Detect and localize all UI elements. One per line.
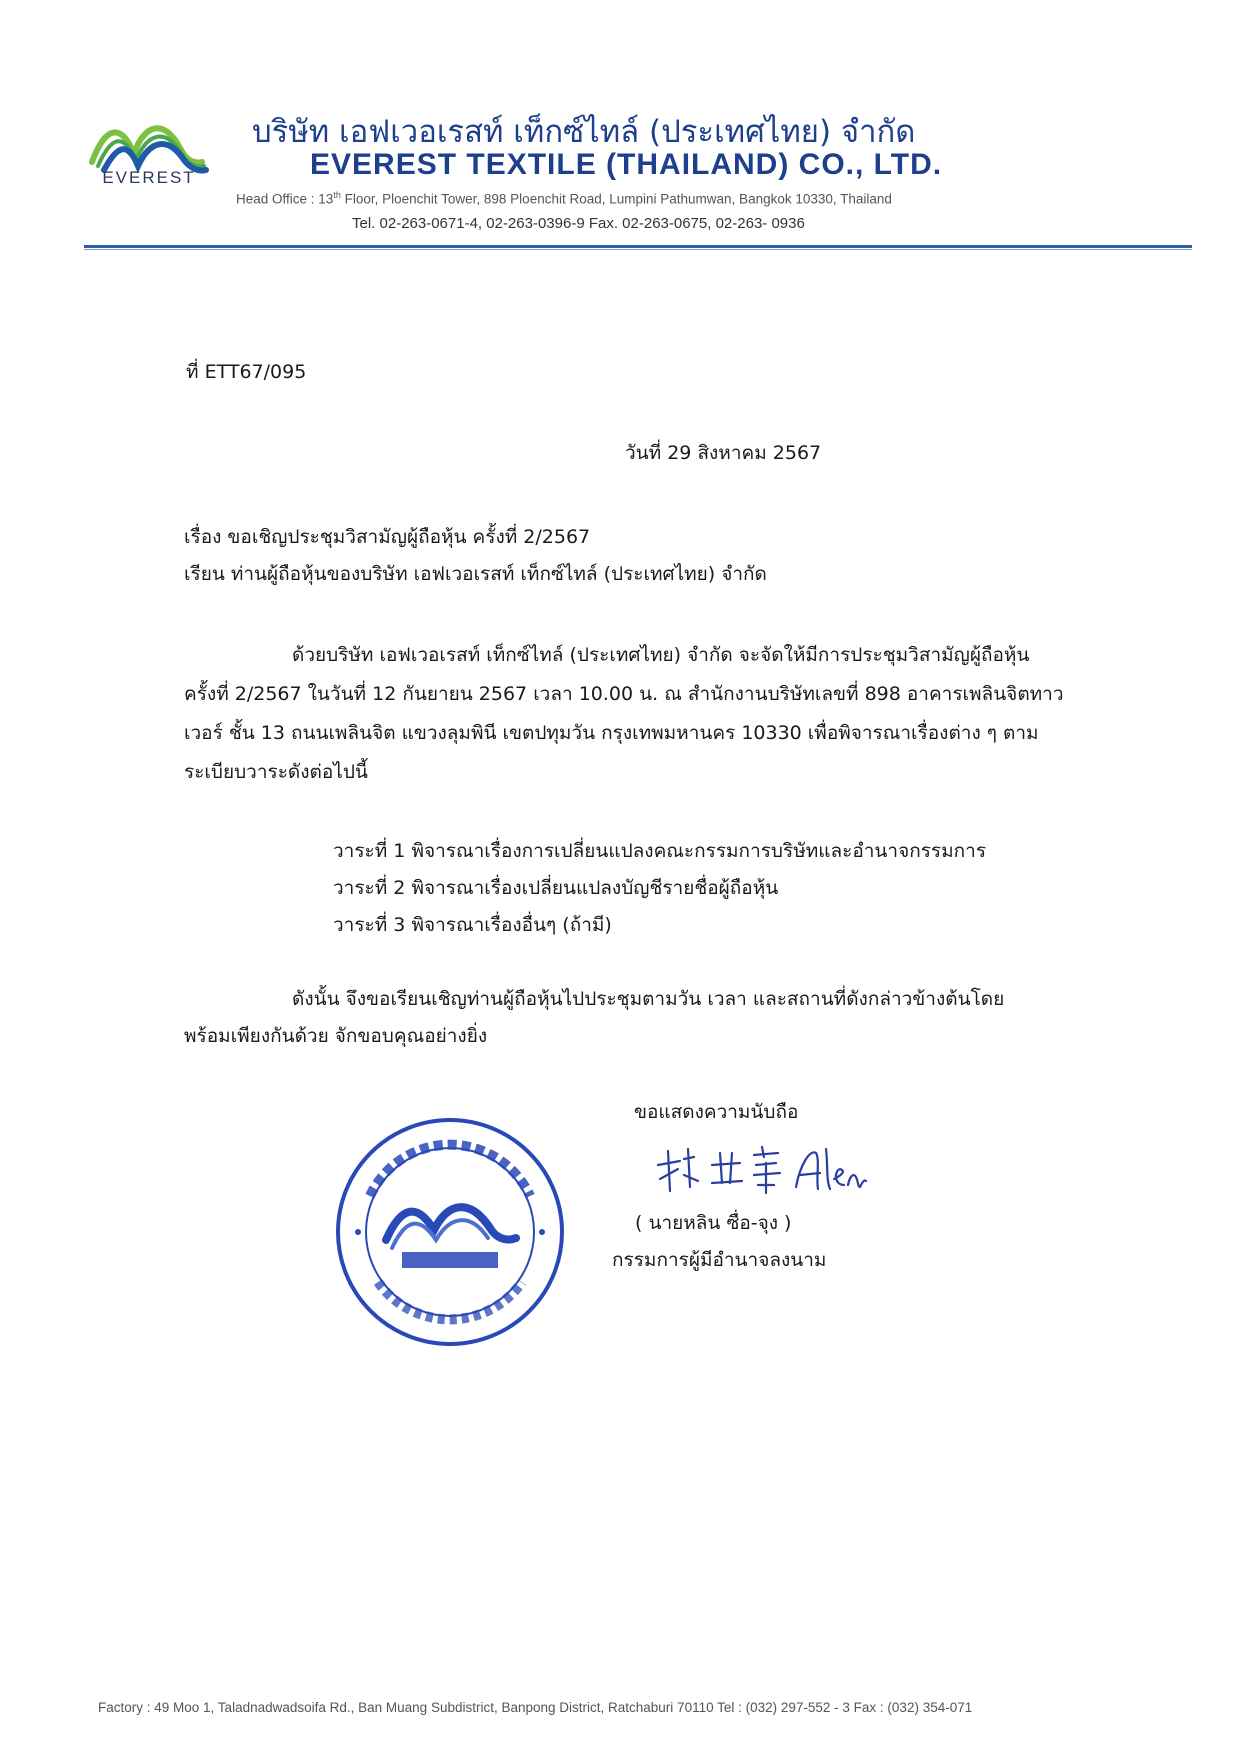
signature-icon: [650, 1135, 870, 1205]
paragraph1-line: เวอร์ ชั้น 13 ถนนเพลินจิต แขวงลุมพินี เขตปทุมวัน กรุงเทพมหานคร 10330 เพื่อพิจารณาเรื่องต่าง ๆ ตาม: [184, 722, 1039, 744]
paragraph1-line: ระเบียบวาระดังต่อไปนี้: [184, 761, 368, 783]
agenda-item-2: วาระที่ 2 พิจารณาเรื่องเปลี่ยนแปลงบัญชีรายชื่อผู้ถือหุ้น: [333, 877, 779, 899]
header-divider-thin: [84, 249, 1192, 250]
paragraph1-line: ครั้งที่ 2/2567 ในวันที่ 12 กันยายน 2567 เวลา 10.00 น. ณ สำนักงานบริษัทเลขที่ 898 อาคารเพลินจิตทาว: [184, 683, 1064, 705]
paragraph1-line: ด้วยบริษัท เอฟเวอเรสท์ เท็กซ์ไทล์ (ประเทศไทย) จำกัด จะจัดให้มีการประชุมวิสามัญผู้ถือหุ้น: [292, 644, 1030, 666]
reference-number: ที่ ETT67/095: [186, 361, 307, 383]
closing-salutation: ขอแสดงความนับถือ: [634, 1101, 799, 1123]
agenda-item-1: วาระที่ 1 พิจารณาเรื่องการเปลี่ยนแปลงคณะกรรมการบริษัทและอำนาจกรรมการ: [333, 840, 987, 862]
head-office-address: [236, 190, 892, 207]
logo-wordmark: EVEREST: [102, 168, 196, 187]
head-office-prefix: Head Office : 13: [236, 191, 334, 207]
agenda-item-3: วาระที่ 3 พิจารณาเรื่องอื่นๆ (ถ้ามี): [333, 914, 612, 936]
paragraph2-line: ดังนั้น จึงขอเรียนเชิญท่านผู้ถือหุ้นไปประชุมตามวัน เวลา และสถานที่ดังกล่าวข้างต้นโดย: [292, 988, 1005, 1010]
head-office-rest: Floor, Ploenchit Tower, 898 Ploenchit Road, Lumpini Pathumwan, Bangkok 10330, Thailand: [340, 191, 892, 207]
paragraph2-line: พร้อมเพียงกันด้วย จักขอบคุณอย่างยิ่ง: [184, 1025, 488, 1047]
tel-fax: Tel. 02-263-0671-4, 02-263-0396-9 Fax. 02-263-0675, 02-263- 0936: [352, 215, 805, 232]
letter-subject: เรื่อง ขอเชิญประชุมวิสามัญผู้ถือหุ้น ครั้งที่ 2/2567: [184, 526, 591, 548]
signer-title: กรรมการผู้มีอำนาจลงนาม: [612, 1249, 827, 1271]
signer-name: ( นายหลิน ซื่อ-จุง ): [635, 1212, 792, 1234]
factory-address: Factory : 49 Moo 1, Taladnadwadsoifa Rd., Ban Muang Subdistrict, Banpong District, Ratchaburi 70110 Tel : (032) 297-552 - 3 Fax : (032) 354-071: [98, 1700, 973, 1715]
company-seal-icon: [330, 1112, 570, 1352]
company-name-thai: บริษัท เอฟเวอเรสท์ เท็กซ์ไทล์ (ประเทศไทย) จำกัด: [252, 114, 916, 150]
letter-date: วันที่ 29 สิงหาคม 2567: [625, 442, 822, 464]
company-name-english: EVEREST TEXTILE (THAILAND) CO., LTD.: [310, 148, 943, 181]
header-divider: [84, 245, 1192, 248]
letter-recipient: เรียน ท่านผู้ถือหุ้นของบริษัท เอฟเวอเรสท์ เท็กซ์ไทล์ (ประเทศไทย) จำกัด: [184, 563, 767, 585]
head-office-sup: th: [333, 190, 341, 200]
